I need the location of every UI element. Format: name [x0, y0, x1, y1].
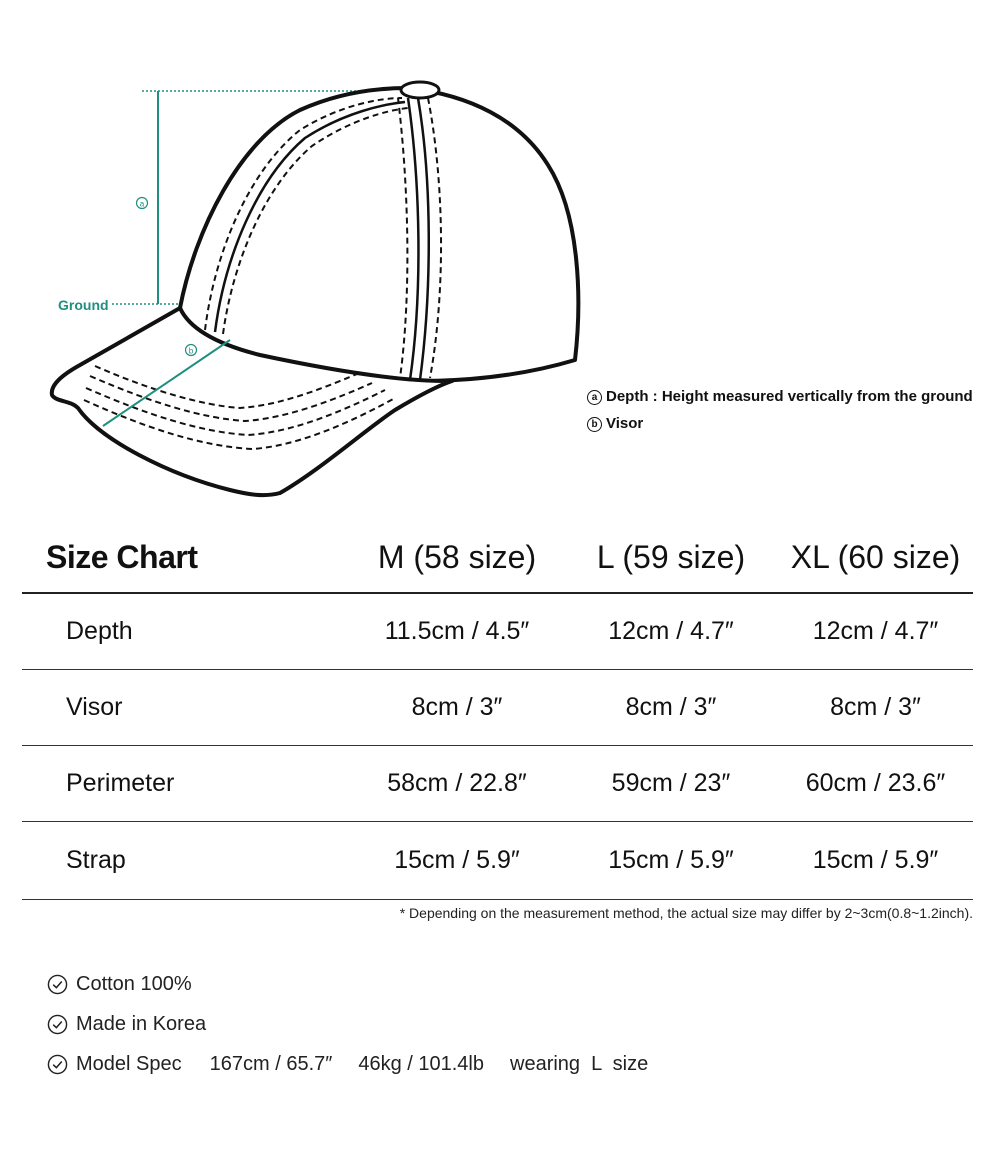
table-row — [22, 822, 973, 900]
table-cell: 58cm / 22.8″ — [350, 746, 564, 822]
table-row — [22, 593, 973, 670]
cap-button — [401, 82, 439, 98]
row-label: Perimeter — [22, 746, 350, 822]
info-material — [47, 973, 192, 996]
size-chart-title: Size Chart — [22, 522, 350, 593]
table-cell: 12cm / 4.7″ — [564, 593, 778, 670]
check-circle-icon — [47, 1014, 68, 1035]
check-circle-icon — [47, 974, 68, 995]
table-cell: 8cm / 3″ — [778, 670, 973, 746]
table-row — [22, 746, 973, 822]
table-cell: 60cm / 23.6″ — [778, 746, 973, 822]
measurement-note: * Depending on the measurement method, the actual size may differ by 2~3cm(0.8~1.2inch). — [399, 905, 973, 921]
table-cell: 11.5cm / 4.5″ — [350, 593, 564, 670]
column-header-xl: XL (60 size) — [778, 522, 973, 593]
cap-diagram — [0, 0, 1000, 510]
row-label: Visor — [22, 670, 350, 746]
legend-visor — [587, 415, 643, 432]
legend-b-text: Visor — [606, 415, 644, 432]
legend-a-marker: a — [587, 390, 602, 405]
legend-b-marker: b — [587, 417, 602, 432]
column-header-m: M (58 size) — [350, 522, 564, 593]
table-row — [22, 670, 973, 746]
model-wearing: wearing L size — [510, 1053, 649, 1075]
material-text: Cotton 100% — [76, 973, 192, 995]
marker-a-text: a — [139, 199, 145, 209]
row-label: Strap — [22, 822, 350, 900]
table-cell: 15cm / 5.9″ — [778, 822, 973, 900]
column-header-l: L (59 size) — [564, 522, 778, 593]
table-cell: 8cm / 3″ — [564, 670, 778, 746]
marker-b-text: b — [188, 346, 194, 356]
ground-label: Ground — [58, 297, 109, 313]
legend-a-text: Depth : Height measured vertically from the ground — [606, 388, 973, 405]
size-chart-header-row — [22, 522, 973, 593]
table-cell: 8cm / 3″ — [350, 670, 564, 746]
model-height: 167cm / 65.7″ — [209, 1053, 333, 1075]
table-cell: 15cm / 5.9″ — [350, 822, 564, 900]
size-chart-table — [22, 522, 973, 900]
origin-text: Made in Korea — [76, 1013, 207, 1035]
check-circle-icon — [47, 1054, 68, 1075]
table-cell: 59cm / 23″ — [564, 746, 778, 822]
info-model-spec — [47, 1053, 648, 1076]
table-cell: 15cm / 5.9″ — [564, 822, 778, 900]
model-spec-label: Model Spec — [76, 1053, 182, 1075]
table-cell: 12cm / 4.7″ — [778, 593, 973, 670]
legend-depth — [587, 388, 973, 405]
row-label: Depth — [22, 593, 350, 670]
model-weight: 46kg / 101.4lb — [358, 1053, 484, 1075]
info-origin — [47, 1013, 206, 1036]
